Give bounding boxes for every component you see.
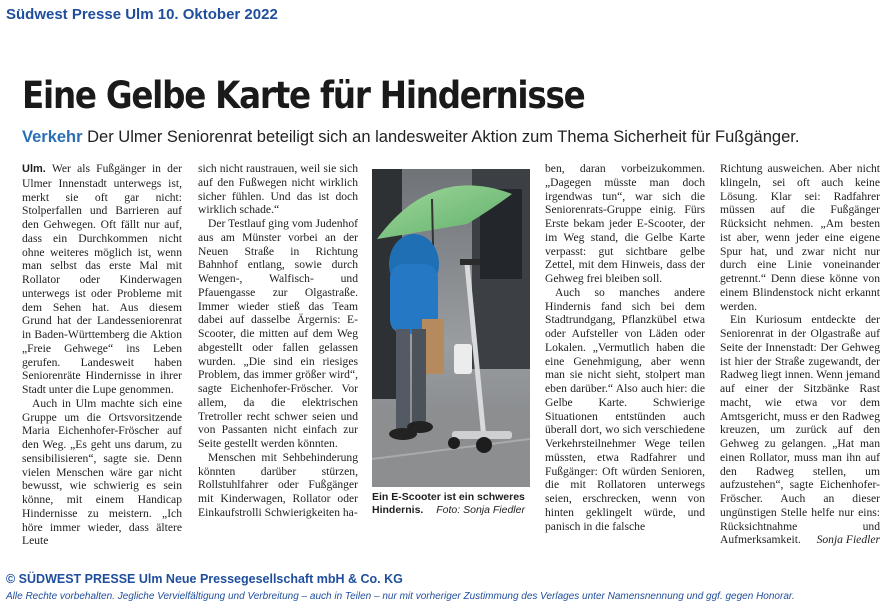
- paragraph: [720, 313, 880, 547]
- paragraph: Auch so manches andere Hindernis fand sich bei dem Stadtrundgang, Pflanzkübel etwa oder Aufsteller von Läden oder Lokalen. „Vermutlich haben die eine Genehmigung, aber wenn man sie nicht sieht, stolpert man eben darüber.“ Also auch hier: die Gelbe Karte. Schwierige Situationen entstünden auch überall dort, wo sich verschiedene Verkehrsteilnehmer Wege teilen müssten, etwa Radfahrer und Fußgänger: Oft würden Senioren, die mit Rollatoren unterwegs seien, erschrecken, wenn von hinten geklingelt würde, und panisch in die falsche: [545, 285, 705, 533]
- kicker: Verkehr: [22, 128, 83, 146]
- article-column-1: [22, 162, 182, 548]
- paragraph-text: Ein Kuriosum entdeckte der Seniorenrat in der Olgastraße auf Seite der Innenstadt: Der Gehweg ist hier der Straße zugewandt, der Radweg liegt innen. Wenn jemand auf einer der Sitzbänke Rast macht, wie etwa vor dem Amtsgericht, muss er den Radweg kreuzen, um zurück auf den Gehweg zu gelangen. „Hat man einen Rollator, muss man ihn auf den Radweg stellen, um aufzustehen“, sagte Eichenhofer-Fröscher. Auch an dieser ungünstigen Stelle helfe nur eins: Rücksichtnahme und Aufmerksamkeit.: [720, 313, 880, 547]
- subline: [22, 128, 882, 147]
- paragraph: Auch in Ulm machte sich eine Gruppe um die Ortsvorsitzende Maria Eichenhofer-Fröscher auf den Weg. „Es geht uns darum, zu sensibilisieren“, sagte sie. Denn vielen Menschen wäre gar nicht bewusst, wie schwierig es sein könne, mit einem Handicap Hindernisse zu meistern. „Ich höre immer wieder, dass ältere Leute: [22, 396, 182, 548]
- dateline: Ulm.: [22, 163, 46, 175]
- article-column-2: [198, 162, 358, 520]
- author: Sonja Fiedler: [816, 533, 880, 547]
- paragraph: Der Testlauf ging vom Judenhof aus am Münster vorbei an der Neuen Straße in Richtung Bahnhof entlang, sowie durch Wengen-, Walfisch- und Pfauengasse zur Olgastraße. Immer wieder stieß das Team dabei auf dasselbe Ärgernis: E-Scooter, die mitten auf dem Weg abgestellt oder fallen gelassen wurden. „Die sind ein riesiges Problem, das immer größer wird“, sagte Eichenhofer-Fröscher. Vor allem, da die elektrischen Tretroller recht schwer seien und von Passanten nicht einfach zur Seite gestellt werden könnten.: [198, 217, 358, 450]
- source-line: Südwest Presse Ulm 10. Oktober 2022: [6, 6, 278, 23]
- subline-text: Der Ulmer Seniorenrat beteiligt sich an landesweiter Aktion zum Thema Sicherheit für Fußgänger.: [87, 128, 800, 146]
- paragraph: ben, daran vorbeizukommen. „Dagegen müsste man doch irgendwas tun“, war sich die Seniorenrats-Gruppe einig. Fürs Erste bekam jeder E-Scooter, der im Weg stand, die Gelbe Karte verpasst: gut sichtbare gelbe Zettel, mit dem Hinweis, dass der Gehweg frei bleiben soll.: [545, 162, 705, 285]
- rights-notice: Alle Rechte vorbehalten. Jegliche Vervielfältigung und Verbreitung – auch in Teilen – nur mit vorheriger Zustimmung des Verlages unter Namensnennung und ggf. gegen Honorar.: [6, 591, 795, 602]
- photo-caption: [372, 491, 532, 516]
- paragraph: [22, 162, 182, 397]
- paragraph-text: Wer als Fußgänger in der Ulmer Innenstadt unterwegs ist, merkt sie oft gar nicht: Stolperfallen und Barrieren auf den Gehwegen. Oft fällt nur auf, dass ein Durchkommen nicht ohne weiteres möglich ist, wenn man selbst das erste Mal mit Rollator oder Kinderwagen unterwegs ist oder Probleme mit dem Sehen hat. Aus diesem Grund hat der Landesseniorenrat in Baden-Württemberg die Aktion „Freie Gehwege“ ins Leben gerufen. Landesweit haben Seniorenräte Hindernisse in ihrer Stadt unter die Lupe genommen.: [22, 162, 182, 396]
- copyright-line: © SÜDWEST PRESSE Ulm Neue Pressegesellschaft mbH & Co. KG: [6, 572, 403, 586]
- headline: Eine Gelbe Karte für Hindernisse: [22, 74, 585, 117]
- paragraph: sich nicht raustrauen, weil sie sich auf den Fußwegen nicht wirklich sicher fühlen. Und das ist doch wirklich schade.“: [198, 162, 358, 217]
- caption-text: Ein E-Scooter ist ein schweres Hindernis.: [372, 491, 525, 516]
- photo: [372, 169, 530, 487]
- article-column-4: [720, 162, 880, 547]
- paragraph: Richtung ausweichen. Aber nicht klingeln, sei oft auch keine Lösung. Klar sei: Radfahrer müssen auf die Fußgänger Rücksicht nehmen. „Am besten ist aber, wenn jeder eine eigene Spur hat, und zwar nicht nur durch eine Linie voneinander getrennt.“ Denn diese könne von einem Blindenstock nicht erkannt werden.: [720, 162, 880, 313]
- photo-illustration: [372, 169, 530, 487]
- article-column-3: [545, 162, 705, 533]
- paragraph: Menschen mit Sehbehinderung könnten darüber stürzen, Rollstuhlfahrer oder Fußgänger mit Kinderwagen, Rollator oder Einkaufstrolli Schwierigkeiten ha-: [198, 450, 358, 519]
- photo-credit: Foto: Sonja Fiedler: [436, 503, 525, 516]
